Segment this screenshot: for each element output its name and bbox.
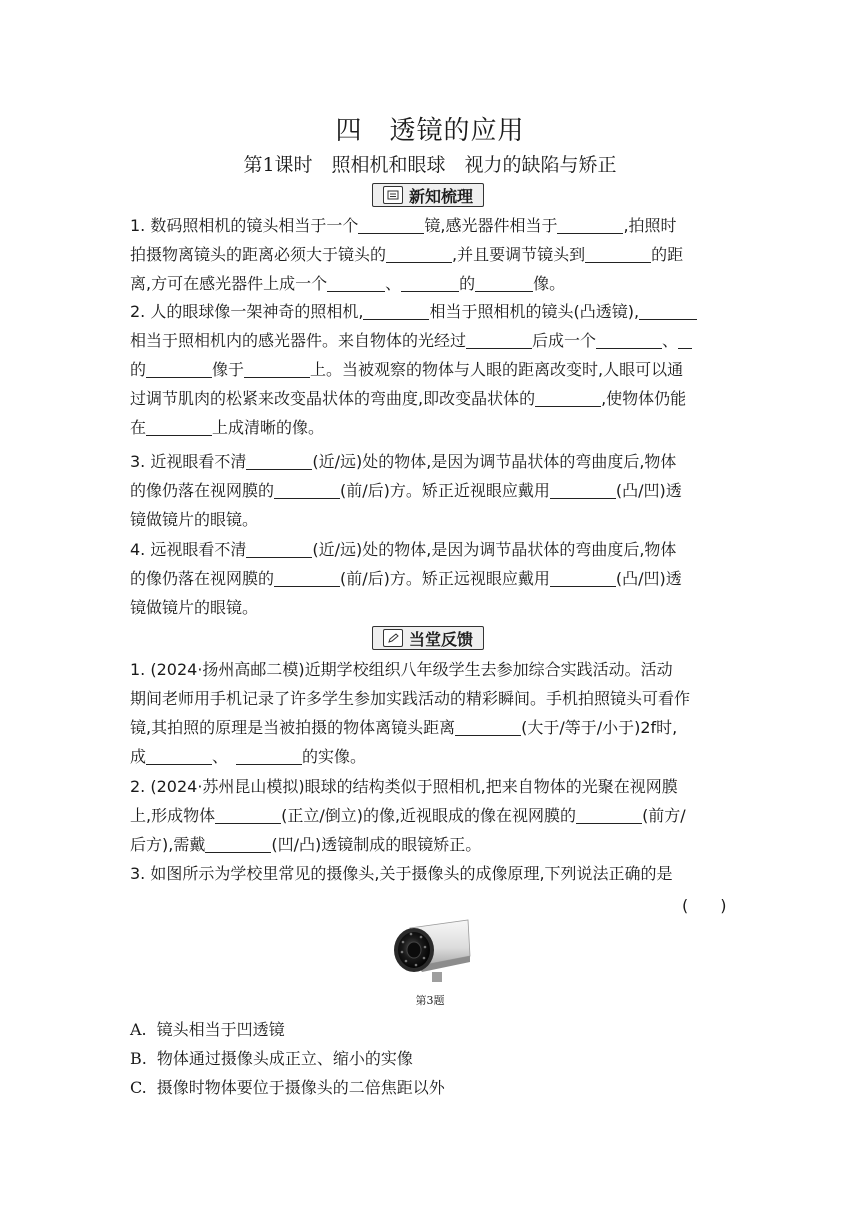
option-b[interactable]: B. 物体通过摄像头成正立、缩小的实像 bbox=[130, 1049, 413, 1068]
answer-blank[interactable] bbox=[146, 359, 212, 378]
answer-blank[interactable] bbox=[585, 244, 651, 263]
answer-blank[interactable] bbox=[236, 746, 302, 765]
answer-blank[interactable] bbox=[455, 717, 521, 736]
answer-blank[interactable] bbox=[535, 388, 601, 407]
answer-blank[interactable] bbox=[401, 273, 459, 292]
section-badge-new-knowledge bbox=[372, 183, 484, 207]
answer-blank[interactable] bbox=[246, 451, 312, 470]
feedback-question-2: 2. (2024·苏州昆山模拟)眼球的结构类似于照相机,把来自物体的光聚在视网膜 上,形成物体 (正立/倒立)的像,近视眼成的像在视网膜的 (前方/ 后方),需戴 (凹/凸)透镜制成的眼镜矫正。 bbox=[130, 777, 686, 854]
answer-blank[interactable] bbox=[466, 330, 532, 349]
answer-blank[interactable] bbox=[215, 805, 281, 824]
answer-blank[interactable] bbox=[363, 301, 429, 320]
answer-blank[interactable] bbox=[146, 417, 212, 436]
answer-blank[interactable] bbox=[146, 746, 212, 765]
book-icon bbox=[383, 186, 403, 204]
section-label: 新知梳理 bbox=[408, 186, 473, 206]
answer-blank[interactable] bbox=[557, 215, 623, 234]
answer-blank[interactable] bbox=[244, 359, 310, 378]
feedback-question-1: 1. (2024·扬州高邮二模)近期学校组织八年级学生去参加综合实践活动。活动 期间老师用手机记录了许多学生参加实践活动的精彩瞬间。手机拍照镜头可看作 镜,其拍照的原理是当被拍摄的物体离镜头距离 (大于/等于/小于)2f时, 成 、 的实像。 bbox=[130, 660, 691, 766]
section-label: 当堂反馈 bbox=[408, 629, 473, 649]
answer-blank[interactable] bbox=[205, 834, 271, 853]
answer-blank[interactable] bbox=[274, 568, 340, 587]
page-title: 四 透镜的应用 bbox=[335, 116, 525, 146]
answer-blank[interactable] bbox=[475, 273, 533, 292]
answer-blank[interactable] bbox=[596, 330, 662, 349]
section-badge-class-feedback bbox=[372, 626, 484, 650]
option-a[interactable]: A. 镜头相当于凹透镜 bbox=[130, 1020, 285, 1039]
page-subtitle: 第1课时 照相机和眼球 视力的缺陷与矫正 bbox=[243, 154, 617, 176]
option-c[interactable]: C. 摄像时物体要位于摄像头的二倍焦距以外 bbox=[130, 1078, 445, 1097]
answer-parentheses[interactable]: ( ) bbox=[682, 896, 727, 915]
answer-blank[interactable] bbox=[246, 539, 312, 558]
security-camera-image bbox=[388, 914, 472, 984]
feedback-question-3: 3. 如图所示为学校里常见的摄像头,关于摄像头的成像原理,下列说法正确的是 bbox=[130, 864, 673, 883]
question-3: 3. 近视眼看不清 (近/远)处的物体,是因为调节晶状体的弯曲度后,物体 的像仍落在视网膜的 (前/后)方。矫正近视眼应戴用 (凸/凹)透 镜做镜片的眼镜。 bbox=[130, 452, 682, 529]
question-1: 1. 数码照相机的镜头相当于一个 镜,感光器件相当于 ,拍照时 拍摄物离镜头的距离必须大于镜头的 ,并且要调节镜头到 的距 离,方可在感光器件上成一个 、 的 像。 bbox=[130, 216, 684, 293]
answer-blank[interactable] bbox=[386, 244, 452, 263]
answer-blank[interactable] bbox=[550, 568, 616, 587]
answer-blank[interactable] bbox=[678, 330, 692, 349]
question-4: 4. 远视眼看不清 (近/远)处的物体,是因为调节晶状体的弯曲度后,物体 的像仍落在视网膜的 (前/后)方。矫正远视眼应戴用 (凸/凹)透 镜做镜片的眼镜。 bbox=[130, 540, 682, 617]
figure-caption: 第3题 bbox=[415, 994, 445, 1007]
answer-blank[interactable] bbox=[358, 215, 424, 234]
answer-blank[interactable] bbox=[576, 805, 642, 824]
answer-blank[interactable] bbox=[274, 480, 340, 499]
answer-blank[interactable] bbox=[327, 273, 385, 292]
answer-blank[interactable] bbox=[550, 480, 616, 499]
pen-icon bbox=[383, 629, 403, 647]
question-2: 2. 人的眼球像一架神奇的照相机, 相当于照相机的镜头(凸透镜), 相当于照相机内的感光器件。来自物体的光经过 后成一个 、 的 像于 上。当被观察的物体与人眼的距离改变时,人眼可以通 过调节肌肉的松紧来改变晶状体的弯曲度,即改变晶状体的 ,使物体仍能 在 上成清晰的像。 bbox=[130, 297, 732, 442]
answer-blank[interactable] bbox=[639, 301, 697, 320]
